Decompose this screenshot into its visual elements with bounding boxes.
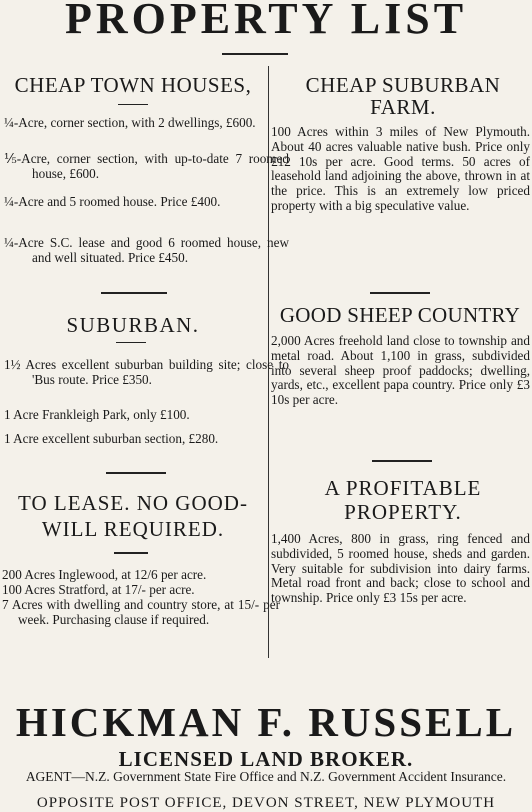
section-rule [101,292,167,294]
section-rule [106,472,166,474]
listing-item: ¼-Acre, corner section, with 2 dwellings, £600. [4,115,256,130]
firm-title: LICENSED LAND BROKER. [118,747,414,771]
listing-item: ¼-Acre and 5 roomed house. Price £400. [4,194,221,209]
firm-name: HICKMAN F. RUSSELL [15,699,517,745]
section-heading-town-houses: CHEAP TOWN HOUSES, [14,73,252,97]
listing-item: 1½ Acres excellent suburban building site; close to 'Bus route. Price £350. [4,357,289,387]
listing-item: 1 Acre excellent suburban section, £280. [4,431,219,446]
section-heading-to-lease: TO LEASE. NO GOOD-WILL REQUIRED. [18,491,248,541]
section-rule [372,460,432,462]
section-heading-profitable-property: A PROFITABLE PROPERTY. [324,476,482,524]
listing-item: 7 Acres with dwelling and country store, at 15/- per week. Purchasing clause if required. [2,597,280,627]
agent-line: AGENT—N.Z. Government State Fire Office and N.Z. Government Accident Insurance. [25,769,507,784]
section-rule [118,104,148,105]
listing-text: 1,400 Acres, 800 in grass, ring fenced and subdivided, 5 roomed house, sheds and garden. Very suitable for subdivision into dairy farms. Metal road front and back; close to school and township. Price only £3 15s per acre. [271,531,530,606]
section-rule [370,292,430,294]
listing-item: 100 Acres Stratford, at 17/- per acre. [2,582,195,597]
section-rule [114,552,148,554]
section-heading-suburban: SUBURBAN. [66,313,200,337]
page-title: PROPERTY LIST [64,0,468,43]
listing-item: ⅕-Acre, corner section, with up-to-date 7 roomed house, £600. [4,151,289,181]
section-heading-suburban-farm: CHEAP SUBURBAN FARM. [305,73,501,119]
listing-text: 100 Acres within 3 miles of New Plymouth. About 40 acres valuable native bush. Price only £12 10s per acre. Good terms. 50 acres of leasehold land adjoining the above, thrown in at the price. This is an extremely low priced property with a big speculative value. [271,124,530,213]
listing-item: 200 Acres Inglewood, at 12/6 per acre. [2,567,207,582]
listing-item: ¼-Acre S.C. lease and good 6 roomed house, new and well situated. Price £450. [4,235,289,265]
listing-item: 1 Acre Frankleigh Park, only £100. [4,407,190,422]
section-heading-sheep-country: GOOD SHEEP COUNTRY [279,303,521,327]
address-line: OPPOSITE POST OFFICE, DEVON STREET, NEW PLYMOUTH [36,795,496,811]
section-rule [116,342,146,343]
listing-text: 2,000 Acres freehold land close to township and metal road. About 1,100 in grass, subdivided into several sheep proof paddocks; dwelling, yards, etc., excellent papa country. Price only £3 10s per acre. [271,333,530,408]
title-rule [222,53,288,55]
